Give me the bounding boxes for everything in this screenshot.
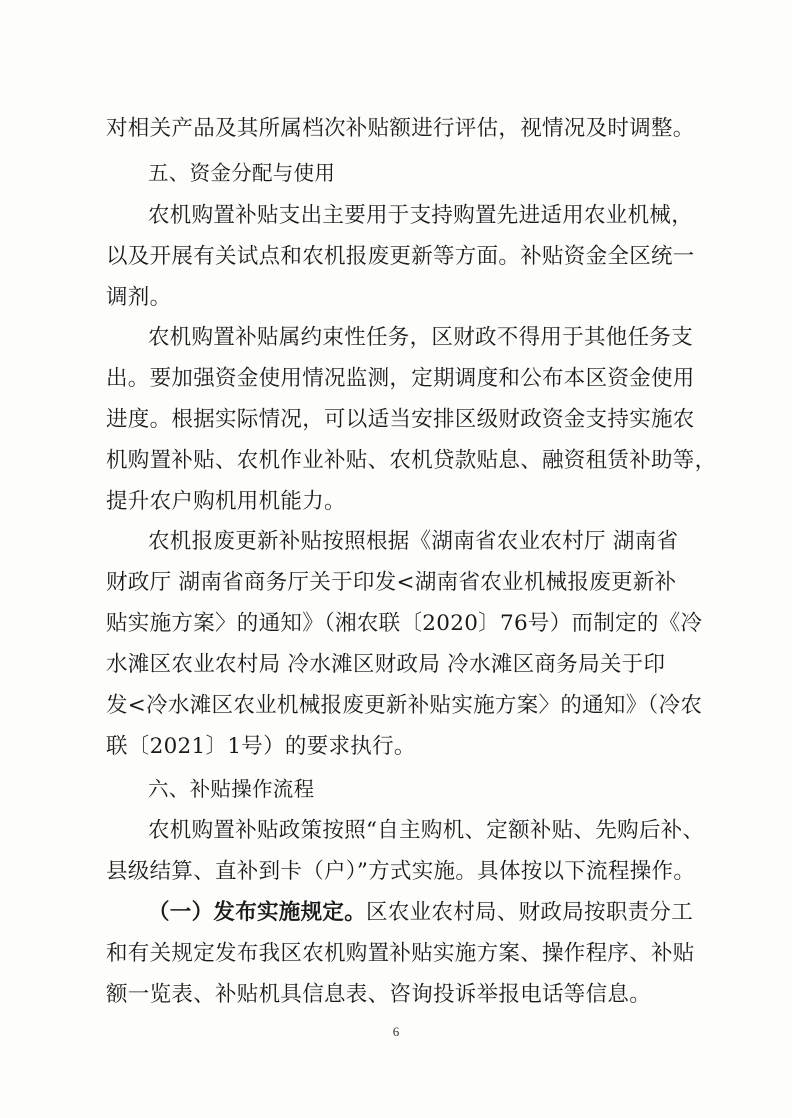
paragraph-line-with-lead <box>148 898 694 928</box>
paragraph-line: 农机购置补贴属约束性任务，区财政不得用于其他任务支 <box>148 325 694 350</box>
paragraph-line: 出。要加强资金使用情况监测，定期调度和公布本区资金使用 <box>106 366 695 391</box>
paragraph-line: 发<冷水滩区农业机械报废更新补贴实施方案〉的通知》（冷农 <box>106 693 703 718</box>
paragraph-line: 调剂。 <box>106 285 172 310</box>
paragraph-line: 贴实施方案〉的通知》（湘农联〔2020〕76号）而制定的《冷 <box>106 611 703 636</box>
paragraph-line: 农机报废更新补贴按照根据《湖南省农业农村厅 湖南省 <box>148 529 679 554</box>
paragraph-line: 县级结算、直补到卡（户）”方式实施。具体按以下流程操作。 <box>106 859 696 884</box>
paragraph-line: 对相关产品及其所属档次补贴额进行评估，视情况及时调整。 <box>106 116 695 141</box>
section-heading-6: 六、补贴操作流程 <box>148 777 315 801</box>
paragraph-text: 区农业农村局、财政局按职责分工 <box>366 900 694 925</box>
paragraph-line: 和有关规定发布我区农机购置补贴实施方案、操作程序、补贴 <box>106 941 695 966</box>
page-number: 6 <box>392 1024 400 1039</box>
paragraph-line: 机购置补贴、农机作业补贴、农机贷款贴息、融资租赁补助等， <box>106 448 717 473</box>
paragraph-line: 额一览表、补贴机具信息表、咨询投诉举报电话等信息。 <box>106 982 652 1007</box>
paragraph-line: 农机购置补贴支出主要用于支持购置先进适用农业机械， <box>148 203 694 228</box>
paragraph-line: 联〔2021〕1号）的要求执行。 <box>106 734 416 759</box>
subsection-lead: （一）发布实施规定。 <box>148 900 367 925</box>
paragraph-line: 以及开展有关试点和农机报废更新等方面。补贴资金全区统一 <box>106 244 695 269</box>
section-heading-5: 五、资金分配与使用 <box>148 161 336 185</box>
paragraph-line: 进度。根据实际情况，可以适当安排区级财政资金支持实施农 <box>106 407 695 432</box>
paragraph-line: 农机购置补贴政策按照“自主购机、定额补贴、先购后补、 <box>148 818 705 843</box>
paragraph-line: 提升农户购机用机能力。 <box>106 489 346 514</box>
paragraph-line: 水滩区农业农村局 冷水滩区财政局 冷水滩区商务局关于印 <box>106 652 666 677</box>
paragraph-line: 财政厅 湖南省商务厅关于印发<湖南省农业机械报废更新补 <box>106 570 677 595</box>
